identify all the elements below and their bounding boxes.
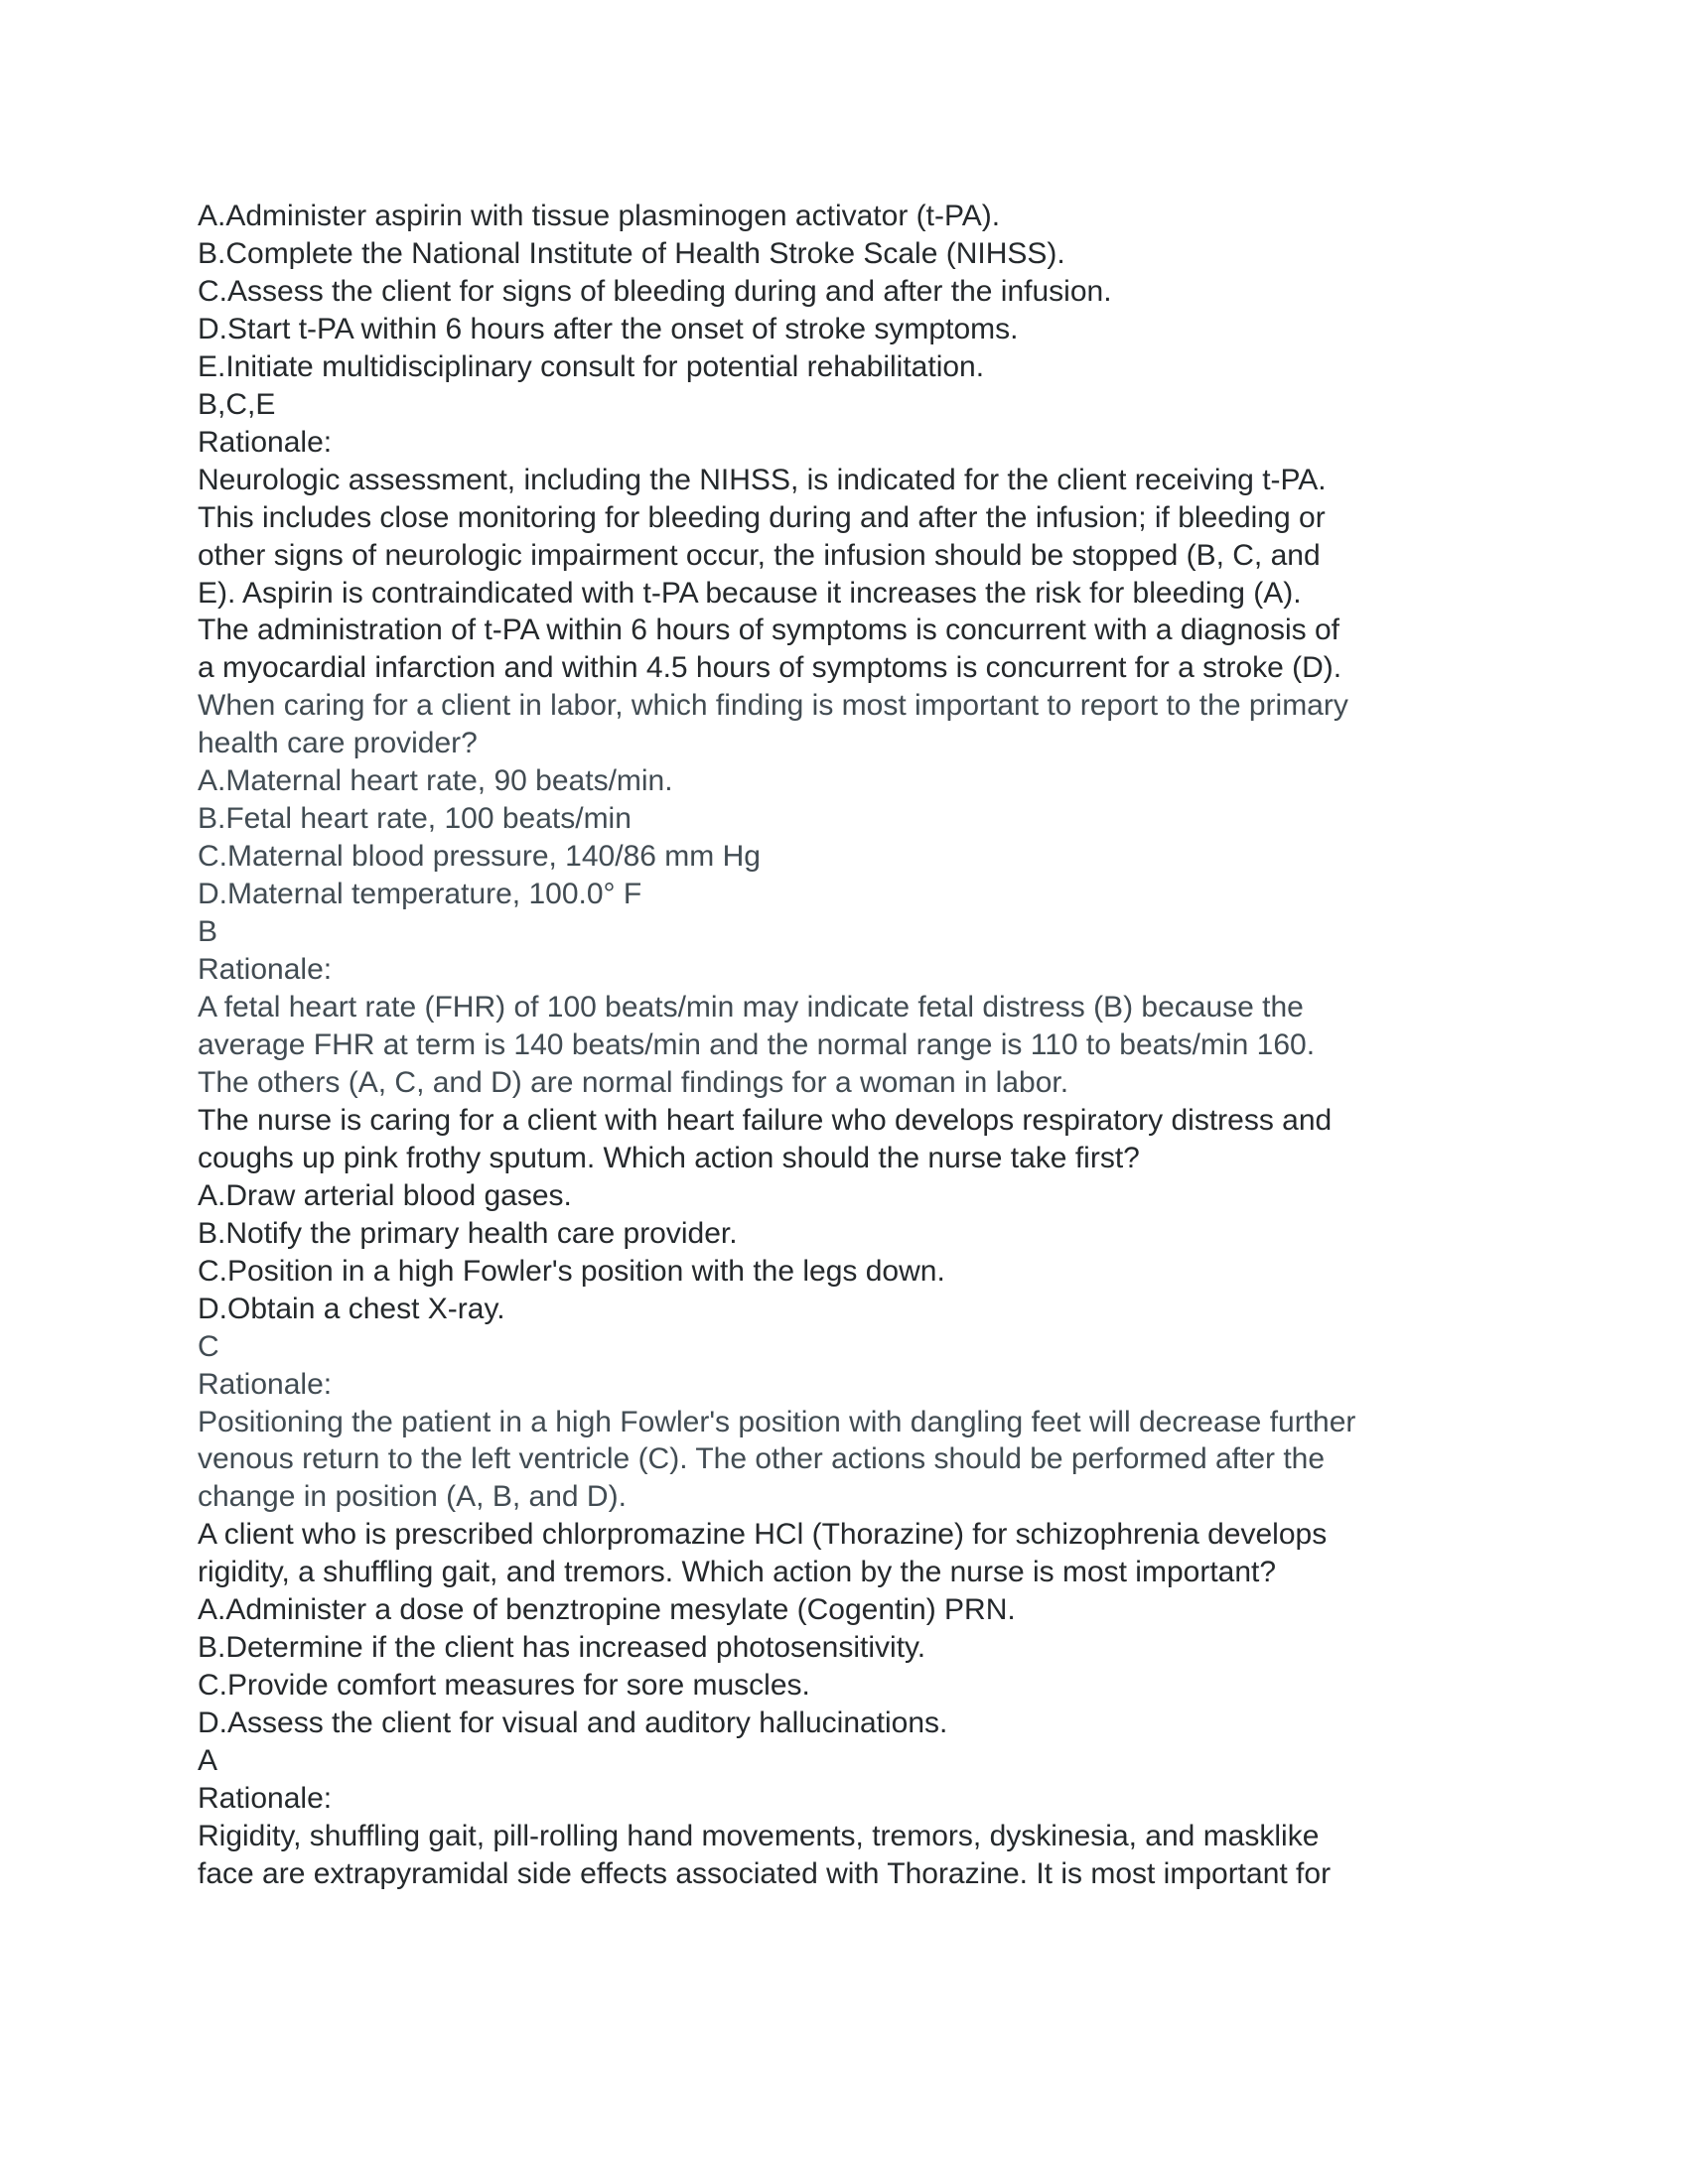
text-line: B.Fetal heart rate, 100 beats/min	[198, 802, 632, 836]
document-body	[198, 198, 1355, 1893]
text-line: rigidity, a shuffling gait, and tremors. Which action by the nurse is most important?	[198, 1556, 1277, 1589]
text-line: E). Aspirin is contraindicated with t-PA because it increases the risk for bleeding (A).	[198, 576, 1302, 610]
text-line: Rationale:	[198, 1367, 333, 1401]
text-line: When caring for a client in labor, which finding is most important to report to the primary	[198, 689, 1348, 723]
text-line: E.Initiate multidisciplinary consult for potential rehabilitation.	[198, 349, 985, 383]
text-line: a myocardial infarction and within 4.5 hours of symptoms is concurrent for a stroke (D).	[198, 651, 1342, 685]
text-line: Positioning the patient in a high Fowler's position with dangling feet will decrease further	[198, 1405, 1356, 1438]
text-line: C	[198, 1329, 219, 1363]
text-line: Rationale:	[198, 1782, 333, 1816]
text-line: A.Draw arterial blood gases.	[198, 1178, 572, 1212]
text-line: coughs up pink frothy sputum. Which action should the nurse take first?	[198, 1141, 1140, 1174]
text-line: B.Determine if the client has increased photosensitivity.	[198, 1631, 926, 1665]
text-line: A fetal heart rate (FHR) of 100 beats/min may indicate fetal distress (B) because the	[198, 991, 1304, 1024]
text-line: Rigidity, shuffling gait, pill-rolling hand movements, tremors, dyskinesia, and masklike	[198, 1819, 1320, 1852]
text-line: face are extrapyramidal side effects associated with Thorazine. It is most important for	[198, 1856, 1332, 1890]
text-line: average FHR at term is 140 beats/min and the normal range is 110 to beats/min 160.	[198, 1027, 1316, 1061]
text-line: The administration of t-PA within 6 hours of symptoms is concurrent with a diagnosis of	[198, 614, 1339, 647]
text-line: C.Assess the client for signs of bleeding during and after the infusion.	[198, 274, 1112, 308]
text-line: other signs of neurologic impairment occur, the infusion should be stopped (B, C, and	[198, 538, 1321, 572]
text-line: D.Start t-PA within 6 hours after the onset of stroke symptoms.	[198, 312, 1019, 345]
text-line: C.Maternal blood pressure, 140/86 mm Hg	[198, 840, 761, 874]
text-line: The nurse is caring for a client with heart failure who develops respiratory distress and	[198, 1103, 1333, 1137]
text-line: The others (A, C, and D) are normal findings for a woman in labor.	[198, 1065, 1069, 1099]
text-line: B	[198, 915, 218, 949]
text-line: A.Maternal heart rate, 90 beats/min.	[198, 764, 673, 798]
text-line: This includes close monitoring for bleeding during and after the infusion; if bleeding or	[198, 500, 1326, 534]
text-line: A.Administer aspirin with tissue plasminogen activator (t-PA).	[198, 200, 1001, 232]
text-line: D.Obtain a chest X-ray.	[198, 1292, 505, 1325]
text-line: change in position (A, B, and D).	[198, 1480, 627, 1514]
text-line: A.Administer a dose of benztropine mesylate (Cogentin) PRN.	[198, 1593, 1016, 1627]
text-line: B,C,E	[198, 387, 276, 421]
text-line: D.Assess the client for visual and auditory hallucinations.	[198, 1706, 948, 1740]
text-line: Rationale:	[198, 425, 333, 459]
text-line: C.Provide comfort measures for sore muscles.	[198, 1669, 810, 1703]
text-line: C.Position in a high Fowler's position with the legs down.	[198, 1254, 945, 1288]
text-line: D.Maternal temperature, 100.0° F	[198, 878, 642, 911]
text-line: A	[198, 1744, 218, 1778]
text-line: venous return to the left ventricle (C). The other actions should be performed after the	[198, 1442, 1326, 1476]
text-line: B.Notify the primary health care provider.	[198, 1216, 738, 1250]
text-line: B.Complete the National Institute of Health Stroke Scale (NIHSS).	[198, 236, 1065, 270]
text-line: A client who is prescribed chlorpromazine HCl (Thorazine) for schizophrenia develops	[198, 1518, 1328, 1552]
text-line: Rationale:	[198, 953, 333, 987]
text-line: Neurologic assessment, including the NIHSS, is indicated for the client receiving t-PA.	[198, 463, 1327, 496]
text-line: health care provider?	[198, 727, 478, 760]
